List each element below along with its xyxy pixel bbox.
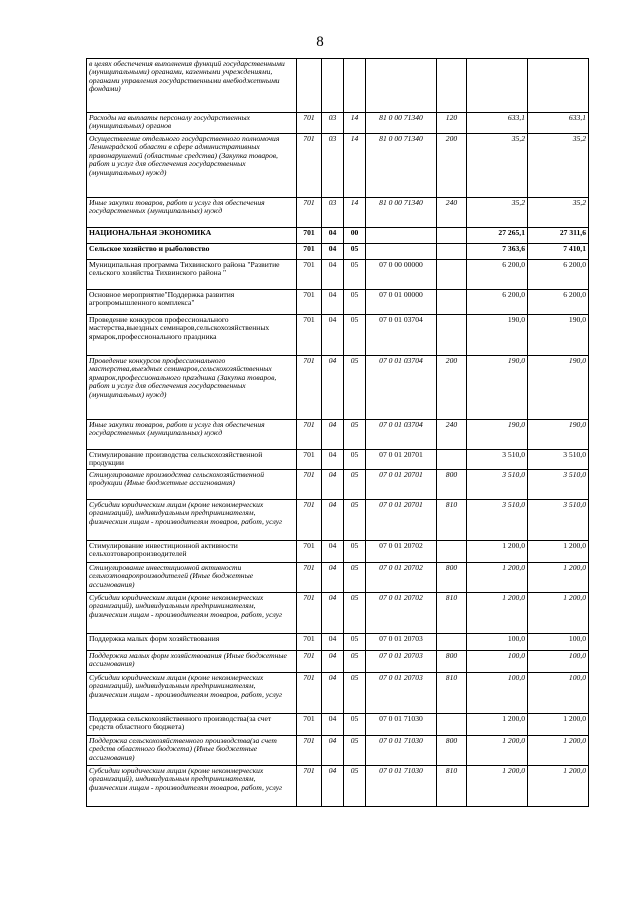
cell-vr: 200 bbox=[437, 134, 467, 198]
cell-sum-1: 1 200,0 bbox=[467, 736, 528, 766]
cell-ved: 701 bbox=[297, 260, 322, 290]
cell-sum-2: 190,0 bbox=[528, 356, 589, 420]
cell-pr: 05 bbox=[344, 766, 366, 807]
cell-csr: 07 0 01 20703 bbox=[366, 634, 437, 651]
cell-pr: 05 bbox=[344, 244, 366, 260]
cell-rz: 04 bbox=[322, 244, 344, 260]
table-row bbox=[87, 198, 589, 228]
budget-table bbox=[86, 58, 589, 807]
cell-name: Проведение конкурсов профессионального мастерства,выездных семинаров,сельскохозяйственных ярмарок,профессионального праздника bbox=[87, 315, 297, 356]
cell-rz: 04 bbox=[322, 260, 344, 290]
cell-pr: 05 bbox=[344, 673, 366, 714]
cell-ved: 701 bbox=[297, 500, 322, 541]
cell-name: Проведение конкурсов профессионального мастерства,выездных семинаров,сельскохозяйственных ярмарок,профессионального праздника (Закупка товаров, работ и услуг для обеспечения государственных (муниципальных) нужд) bbox=[87, 356, 297, 420]
cell-sum-1: 100,0 bbox=[467, 651, 528, 673]
cell-name: Муниципальная программа Тихвинского района "Развитие сельского хозяйства Тихвинского района " bbox=[87, 260, 297, 290]
table-row bbox=[87, 563, 589, 593]
cell-vr: 120 bbox=[437, 113, 467, 134]
table-row bbox=[87, 736, 589, 766]
cell-rz: 04 bbox=[322, 356, 344, 420]
cell-rz: 04 bbox=[322, 420, 344, 450]
cell-rz: 04 bbox=[322, 315, 344, 356]
cell-sum-2: 3 510,0 bbox=[528, 500, 589, 541]
cell-csr: 07 0 01 20703 bbox=[366, 651, 437, 673]
cell-vr bbox=[437, 260, 467, 290]
cell-name: Иные закупки товаров, работ и услуг для обеспечения государственных (муниципальных) нужд bbox=[87, 198, 297, 228]
cell-sum-1: 6 200,0 bbox=[467, 290, 528, 315]
cell-name: Стимулирование инвестиционной активности сельхозтоваропроизводителей (Иные бюджетные ассигнования) bbox=[87, 563, 297, 593]
cell-csr bbox=[366, 59, 437, 113]
cell-csr: 07 0 01 71030 bbox=[366, 766, 437, 807]
cell-sum-1: 6 200,0 bbox=[467, 260, 528, 290]
cell-rz: 03 bbox=[322, 134, 344, 198]
cell-name: Поддержка сельскохозяйственного производства(за счет средств областного бюджета) (Иные бюджетные ассигнования) bbox=[87, 736, 297, 766]
cell-vr: 200 bbox=[437, 356, 467, 420]
table-row bbox=[87, 134, 589, 198]
cell-name: Субсидии юридическим лицам (кроме некоммерческих организаций), индивидуальным предпринимателям, физическим лицам - производителям товаров, работ, услуг bbox=[87, 766, 297, 807]
cell-rz: 04 bbox=[322, 290, 344, 315]
cell-rz: 04 bbox=[322, 651, 344, 673]
table-row bbox=[87, 593, 589, 634]
cell-sum-1: 27 265,1 bbox=[467, 228, 528, 244]
cell-pr: 05 bbox=[344, 315, 366, 356]
cell-sum-1: 3 510,0 bbox=[467, 450, 528, 470]
cell-name: Стимулирование производства сельскохозяйственной продукции bbox=[87, 450, 297, 470]
table-row bbox=[87, 290, 589, 315]
cell-csr: 07 0 01 20701 bbox=[366, 450, 437, 470]
cell-rz: 04 bbox=[322, 541, 344, 563]
cell-sum-2: 6 200,0 bbox=[528, 290, 589, 315]
cell-rz: 04 bbox=[322, 500, 344, 541]
cell-csr: 07 0 01 20701 bbox=[366, 500, 437, 541]
cell-pr: 05 bbox=[344, 634, 366, 651]
cell-sum-2: 100,0 bbox=[528, 673, 589, 714]
cell-sum-2: 7 410,1 bbox=[528, 244, 589, 260]
table-row bbox=[87, 470, 589, 500]
cell-csr: 07 0 01 03704 bbox=[366, 356, 437, 420]
cell-vr: 240 bbox=[437, 420, 467, 450]
cell-vr: 800 bbox=[437, 736, 467, 766]
cell-vr bbox=[437, 315, 467, 356]
cell-pr: 05 bbox=[344, 260, 366, 290]
cell-vr bbox=[437, 541, 467, 563]
cell-name: Иные закупки товаров, работ и услуг для обеспечения государственных (муниципальных) нужд bbox=[87, 420, 297, 450]
table-row bbox=[87, 113, 589, 134]
cell-pr: 05 bbox=[344, 593, 366, 634]
cell-vr bbox=[437, 290, 467, 315]
cell-csr: 07 0 01 20702 bbox=[366, 593, 437, 634]
cell-ved: 701 bbox=[297, 766, 322, 807]
cell-ved: 701 bbox=[297, 541, 322, 563]
cell-name: Поддержка сельскохозяйственного производства(за счет средств областного бюджета) bbox=[87, 714, 297, 736]
cell-ved: 701 bbox=[297, 736, 322, 766]
cell-pr bbox=[344, 59, 366, 113]
cell-csr bbox=[366, 244, 437, 260]
cell-sum-2: 3 510,0 bbox=[528, 450, 589, 470]
cell-name: НАЦИОНАЛЬНАЯ ЭКОНОМИКА bbox=[87, 228, 297, 244]
cell-rz: 04 bbox=[322, 714, 344, 736]
cell-ved: 701 bbox=[297, 593, 322, 634]
cell-sum-2: 1 200,0 bbox=[528, 714, 589, 736]
cell-name: Субсидии юридическим лицам (кроме некоммерческих организаций), индивидуальным предпринимателям, физическим лицам - производителям товаров, работ, услуг bbox=[87, 673, 297, 714]
cell-pr: 05 bbox=[344, 500, 366, 541]
cell-rz: 04 bbox=[322, 736, 344, 766]
cell-pr: 05 bbox=[344, 450, 366, 470]
cell-ved: 701 bbox=[297, 228, 322, 244]
cell-pr: 14 bbox=[344, 198, 366, 228]
table-row bbox=[87, 260, 589, 290]
cell-sum-1: 1 200,0 bbox=[467, 766, 528, 807]
cell-sum-2: 1 200,0 bbox=[528, 563, 589, 593]
cell-sum-2: 3 510,0 bbox=[528, 470, 589, 500]
cell-ved: 701 bbox=[297, 198, 322, 228]
cell-sum-2: 190,0 bbox=[528, 420, 589, 450]
cell-rz: 03 bbox=[322, 113, 344, 134]
cell-name: Сельское хозяйство и рыболовство bbox=[87, 244, 297, 260]
cell-sum-1: 100,0 bbox=[467, 673, 528, 714]
cell-rz: 04 bbox=[322, 593, 344, 634]
cell-csr: 07 0 01 20702 bbox=[366, 563, 437, 593]
cell-sum-1: 1 200,0 bbox=[467, 714, 528, 736]
table-row bbox=[87, 228, 589, 244]
cell-rz: 04 bbox=[322, 673, 344, 714]
table-row bbox=[87, 450, 589, 470]
cell-csr: 07 0 00 00000 bbox=[366, 260, 437, 290]
cell-sum-1: 190,0 bbox=[467, 356, 528, 420]
cell-sum-2: 6 200,0 bbox=[528, 260, 589, 290]
table-row bbox=[87, 541, 589, 563]
table-row bbox=[87, 315, 589, 356]
cell-ved: 701 bbox=[297, 563, 322, 593]
cell-name: в целях обеспечения выполнения функций государственными (муниципальными) органами, казенными учреждениями, органами управления государственными внебюджетными фондами) bbox=[87, 59, 297, 113]
cell-vr bbox=[437, 714, 467, 736]
cell-sum-2: 1 200,0 bbox=[528, 736, 589, 766]
cell-csr: 07 0 01 71030 bbox=[366, 736, 437, 766]
cell-vr: 810 bbox=[437, 766, 467, 807]
cell-sum-2: 100,0 bbox=[528, 634, 589, 651]
cell-sum-2: 1 200,0 bbox=[528, 766, 589, 807]
cell-vr bbox=[437, 244, 467, 260]
cell-rz: 03 bbox=[322, 198, 344, 228]
cell-sum-1: 3 510,0 bbox=[467, 500, 528, 541]
cell-rz bbox=[322, 59, 344, 113]
cell-vr: 800 bbox=[437, 470, 467, 500]
cell-rz: 04 bbox=[322, 450, 344, 470]
cell-name: Субсидии юридическим лицам (кроме некоммерческих организаций), индивидуальным предпринимателям, физическим лицам - производителям товаров, работ, услуг bbox=[87, 593, 297, 634]
cell-sum-1: 35,2 bbox=[467, 134, 528, 198]
cell-vr: 240 bbox=[437, 198, 467, 228]
cell-sum-1: 100,0 bbox=[467, 634, 528, 651]
cell-csr: 07 0 01 03704 bbox=[366, 420, 437, 450]
cell-sum-2 bbox=[528, 59, 589, 113]
cell-rz: 04 bbox=[322, 563, 344, 593]
cell-ved: 701 bbox=[297, 450, 322, 470]
cell-rz: 04 bbox=[322, 228, 344, 244]
cell-sum-1: 3 510,0 bbox=[467, 470, 528, 500]
cell-ved: 701 bbox=[297, 134, 322, 198]
table-row bbox=[87, 651, 589, 673]
cell-csr: 07 0 01 20702 bbox=[366, 541, 437, 563]
cell-csr: 07 0 01 20703 bbox=[366, 673, 437, 714]
cell-pr: 14 bbox=[344, 113, 366, 134]
cell-pr: 05 bbox=[344, 563, 366, 593]
cell-sum-2: 190,0 bbox=[528, 315, 589, 356]
cell-pr: 05 bbox=[344, 714, 366, 736]
cell-pr: 05 bbox=[344, 290, 366, 315]
cell-pr: 00 bbox=[344, 228, 366, 244]
cell-vr: 800 bbox=[437, 563, 467, 593]
cell-vr bbox=[437, 59, 467, 113]
cell-name: Поддержка малых форм хозяйствования (Иные бюджетные ассигнования) bbox=[87, 651, 297, 673]
cell-sum-1: 7 363,6 bbox=[467, 244, 528, 260]
cell-sum-2: 35,2 bbox=[528, 134, 589, 198]
cell-name: Основное мероприятие"Поддержка развития агропромышленного комплекса" bbox=[87, 290, 297, 315]
cell-ved: 701 bbox=[297, 470, 322, 500]
cell-sum-1: 190,0 bbox=[467, 420, 528, 450]
cell-sum-2: 633,1 bbox=[528, 113, 589, 134]
cell-sum-1: 190,0 bbox=[467, 315, 528, 356]
cell-sum-1: 1 200,0 bbox=[467, 541, 528, 563]
cell-pr: 05 bbox=[344, 420, 366, 450]
cell-sum-2: 1 200,0 bbox=[528, 593, 589, 634]
cell-sum-1: 1 200,0 bbox=[467, 593, 528, 634]
table-row bbox=[87, 634, 589, 651]
cell-ved: 701 bbox=[297, 420, 322, 450]
cell-name: Расходы на выплаты персоналу государственных (муниципальных) органов bbox=[87, 113, 297, 134]
cell-vr: 810 bbox=[437, 593, 467, 634]
cell-pr: 05 bbox=[344, 651, 366, 673]
page-number: 8 bbox=[316, 34, 324, 50]
table-row bbox=[87, 59, 589, 113]
table-row bbox=[87, 356, 589, 420]
cell-sum-1 bbox=[467, 59, 528, 113]
cell-csr: 07 0 01 20701 bbox=[366, 470, 437, 500]
cell-sum-2: 1 200,0 bbox=[528, 541, 589, 563]
cell-name: Стимулирование производства сельскохозяйственной продукции (Иные бюджетные ассигнования) bbox=[87, 470, 297, 500]
cell-pr: 14 bbox=[344, 134, 366, 198]
cell-sum-2: 27 311,6 bbox=[528, 228, 589, 244]
table-row bbox=[87, 500, 589, 541]
cell-vr: 800 bbox=[437, 651, 467, 673]
cell-vr bbox=[437, 228, 467, 244]
cell-vr bbox=[437, 450, 467, 470]
table-row bbox=[87, 673, 589, 714]
cell-csr: 07 0 01 71030 bbox=[366, 714, 437, 736]
cell-name: Осуществление отдельного государственного полномочия Ленинградской области в сфере административных правонарушений (областные средства) (Закупка товаров, работ и услуг для обеспечения государственных (муниципальных) нужд) bbox=[87, 134, 297, 198]
cell-pr: 05 bbox=[344, 470, 366, 500]
cell-name: Стимулирование инвестиционной активности сельхозтоваропроизводителей bbox=[87, 541, 297, 563]
cell-csr: 81 0 00 71340 bbox=[366, 134, 437, 198]
cell-pr: 05 bbox=[344, 736, 366, 766]
cell-ved: 701 bbox=[297, 290, 322, 315]
cell-ved: 701 bbox=[297, 673, 322, 714]
cell-csr: 81 0 00 71340 bbox=[366, 198, 437, 228]
cell-vr: 810 bbox=[437, 500, 467, 541]
budget-table-body bbox=[87, 59, 589, 807]
cell-ved: 701 bbox=[297, 714, 322, 736]
cell-sum-2: 100,0 bbox=[528, 651, 589, 673]
cell-ved: 701 bbox=[297, 113, 322, 134]
table-row bbox=[87, 714, 589, 736]
cell-ved: 701 bbox=[297, 244, 322, 260]
cell-csr: 81 0 00 71340 bbox=[366, 113, 437, 134]
cell-ved: 701 bbox=[297, 356, 322, 420]
cell-ved: 701 bbox=[297, 634, 322, 651]
cell-rz: 04 bbox=[322, 634, 344, 651]
cell-sum-1: 35,2 bbox=[467, 198, 528, 228]
cell-pr: 05 bbox=[344, 356, 366, 420]
cell-ved bbox=[297, 59, 322, 113]
cell-csr: 07 0 01 03704 bbox=[366, 315, 437, 356]
cell-vr: 810 bbox=[437, 673, 467, 714]
cell-csr bbox=[366, 228, 437, 244]
cell-pr: 05 bbox=[344, 541, 366, 563]
cell-name: Субсидии юридическим лицам (кроме некоммерческих организаций), индивидуальным предпринимателям, физическим лицам - производителям товаров, работ, услуг bbox=[87, 500, 297, 541]
cell-sum-1: 1 200,0 bbox=[467, 563, 528, 593]
cell-vr bbox=[437, 634, 467, 651]
table-row bbox=[87, 244, 589, 260]
table-row bbox=[87, 420, 589, 450]
cell-rz: 04 bbox=[322, 470, 344, 500]
cell-ved: 701 bbox=[297, 315, 322, 356]
cell-sum-1: 633,1 bbox=[467, 113, 528, 134]
cell-csr: 07 0 01 00000 bbox=[366, 290, 437, 315]
cell-sum-2: 35,2 bbox=[528, 198, 589, 228]
cell-ved: 701 bbox=[297, 651, 322, 673]
cell-name: Поддержка малых форм хозяйствования bbox=[87, 634, 297, 651]
table-row bbox=[87, 766, 589, 807]
cell-rz: 04 bbox=[322, 766, 344, 807]
